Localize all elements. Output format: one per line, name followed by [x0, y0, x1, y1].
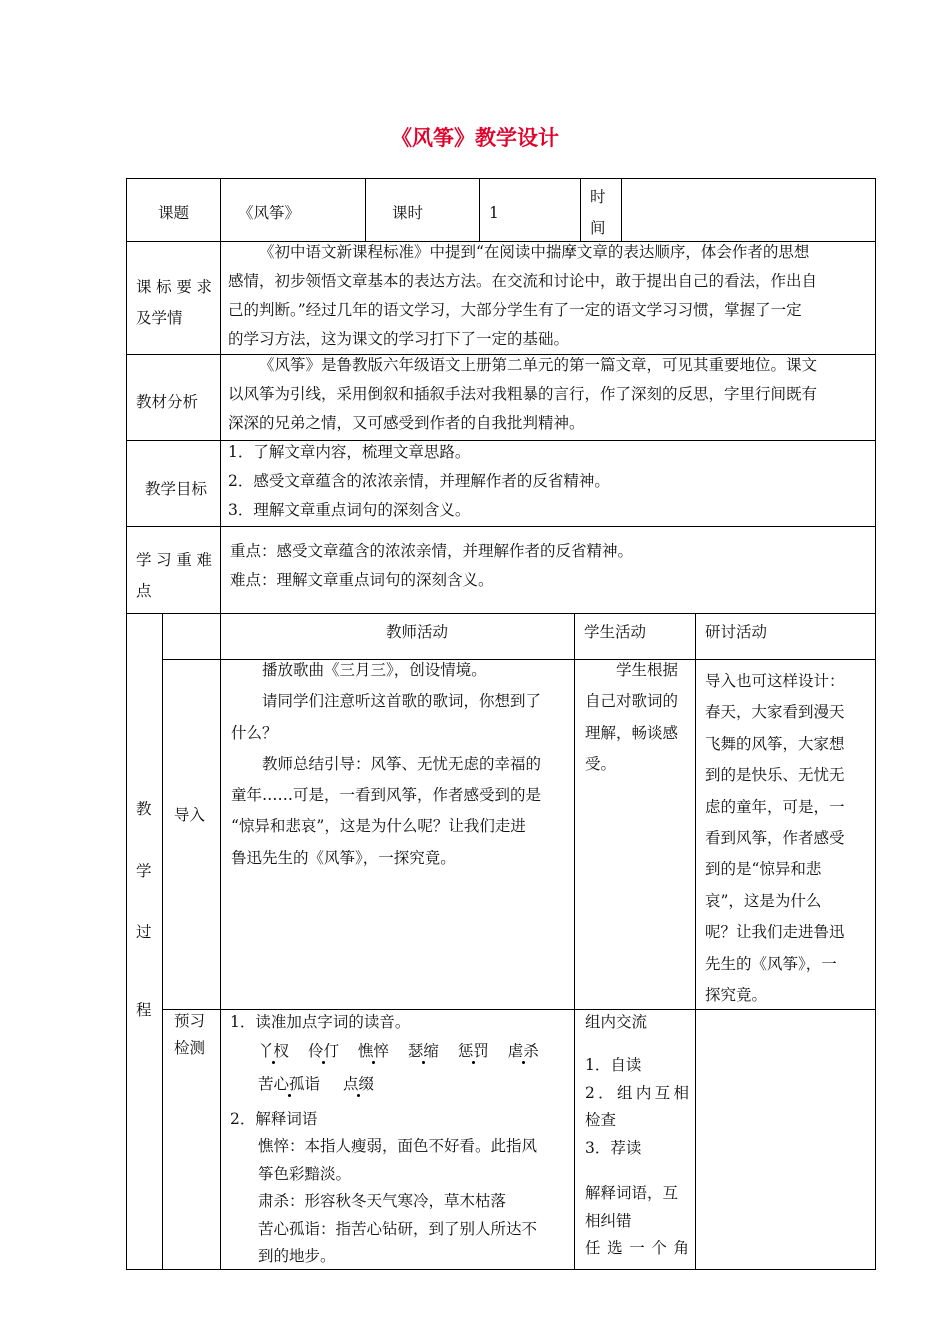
- topic-label: 课题: [158, 204, 190, 222]
- pinyin-word: 憔悴: [357, 1042, 389, 1060]
- page-title: 《风筝》教学设计: [391, 126, 559, 150]
- preview-label-line1: 预习: [174, 1012, 206, 1030]
- keypoints-label-line2: 点: [136, 582, 152, 600]
- process-side-char: 程: [136, 1001, 152, 1019]
- pinyin-word: 惩罚: [457, 1042, 489, 1060]
- process-side-char: 教: [136, 800, 152, 818]
- standards-label-line1: 课标要求: [136, 278, 212, 296]
- standards-label-line2: 及学情: [136, 309, 183, 327]
- col-header-research: 研讨活动: [705, 623, 768, 641]
- time-label-line2: 间: [590, 219, 606, 237]
- keypoints-text: 重点：感受文章蕴含的浓浓亲情，并理解作者的反省精神。 难点：理解文章重点词句的深刻含义。: [230, 542, 634, 589]
- goal-item: 3．理解文章重点词句的深刻含义。: [228, 501, 471, 519]
- period-label: 课时: [392, 204, 424, 222]
- process-side-char: 过: [136, 923, 152, 941]
- col-header-student: 学生活动: [584, 623, 647, 641]
- preview-student-tail: 解释词语，互 相纠错 任选一个角: [585, 1184, 689, 1257]
- process-side-char: 学: [136, 862, 152, 880]
- intro-research-text: 导入也可这样设计： 春天，大家看到漫天 飞舞的风筝，大家想 到的是快乐、无忧无 虑的童年，可是，一 看到风筝，作者感受 到的是“惊异和悲 哀”，这是为什么 呢？让我们走进鲁迅 先生的《风筝》，一 探究竟。: [705, 672, 845, 1005]
- keypoints-label-line1: 学习重难: [136, 551, 212, 569]
- preview-student-head: 组内交流: [585, 1013, 648, 1031]
- pinyin-word: 伶仃: [307, 1042, 339, 1060]
- preview-item1: 1．读准加点字词的读音。: [230, 1013, 411, 1031]
- preview-student-steps: 1．自读 2．组内互相 检查 3．荐读: [585, 1056, 689, 1157]
- preview-label-line2: 检测: [174, 1039, 206, 1057]
- preview-words-row2: [258, 1070, 568, 1098]
- time-label-line1: 时: [590, 188, 606, 206]
- preview-item2: 2．解释词语: [230, 1110, 318, 1128]
- goals-label: 教学目标: [145, 480, 208, 498]
- intro-student-text: 学生根据 自己对歌词的 理解，畅谈感 受。: [585, 661, 679, 773]
- goal-item: 2．感受文章蕴含的浓浓亲情，并理解作者的反省精神。: [228, 472, 610, 490]
- material-text: 《风筝》是鲁教版六年级语文上册第二单元的第一篇文章，可见其重要地位。课文 以风筝为引线，采用倒叙和插叙手法对我粗暴的言行，作了深刻的反思，字里行间既有 深深的兄弟之情，又可感受到作者的自我批判精神。: [228, 356, 818, 432]
- goals-list: [228, 438, 870, 525]
- pinyin-word: 瑟缩: [407, 1042, 439, 1060]
- goal-item: 1．了解文章内容，梳理文章思路。: [228, 443, 471, 461]
- intro-teacher-text: 播放歌曲《三月三》，创设情境。 请同学们注意听这首歌的歌词，你想到了 什么？ 教师总结引导：风筝、无忧无虑的幸福的 童年……可是，一看到风筝，作者感受到的是 “惊异和悲哀”，这是为什么呢？让我们走进 鲁迅先生的《风筝》，一探究竟。: [231, 661, 542, 867]
- pinyin-word: 虐杀: [507, 1042, 539, 1060]
- pinyin-word: 丫杈: [258, 1042, 290, 1060]
- period-value: 1: [489, 204, 499, 222]
- col-header-teacher: 教师活动: [386, 623, 449, 641]
- material-label: 教材分析: [136, 393, 199, 411]
- pinyin-word: 点缀: [342, 1075, 374, 1093]
- preview-words-row1: [258, 1037, 568, 1065]
- pinyin-word: 苦心孤诣: [258, 1075, 321, 1093]
- standards-text: 《初中语文新课程标准》中提到“在阅读中揣摩文章的表达顺序，体会作者的思想 感情，初步领悟文章基本的表达方法。在交流和讨论中，敢于提出自己的看法，作出自 己的判断。”经过几年的语文学习，大部分学生有了一定的语文学习习惯，掌握了一定 的学习方法，这为课文的学习打下了一定的基础。: [228, 243, 818, 348]
- preview-definitions: 憔悴：本指人瘦弱，面色不好看。此指风 筝色彩黯淡。 肃杀：形容秋冬天气寒冷，草木枯落 苦心孤诣：指苦心钻研，到了别人所达不 到的地步。: [258, 1137, 538, 1265]
- topic-value: 《风筝》: [238, 204, 301, 222]
- intro-label: 导入: [174, 806, 206, 824]
